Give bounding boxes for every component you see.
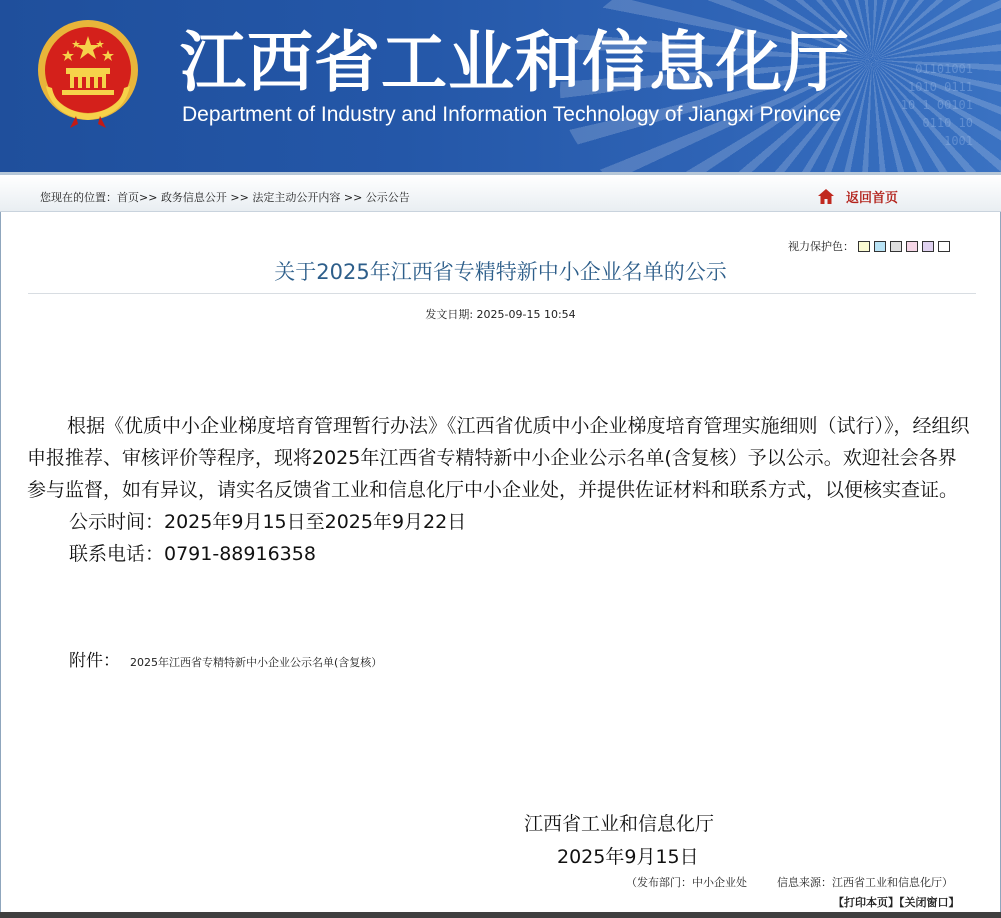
vision-protect-label: 视力保护色： — [788, 240, 854, 253]
breadcrumb-separator: >> — [226, 191, 253, 204]
print-page-link[interactable]: 【打印本页】 — [833, 896, 899, 909]
breadcrumb-home[interactable]: 首页 — [117, 191, 139, 204]
site-title: 江西省工业和信息化厅 — [180, 24, 850, 101]
site-header-banner — [0, 0, 1001, 172]
return-home-link[interactable] — [818, 187, 898, 206]
breadcrumb-bar — [0, 172, 1001, 212]
site-subtitle: Department of Industry and Information Technology of Jiangxi Province — [182, 103, 842, 126]
color-swatch-blue[interactable] — [874, 241, 886, 252]
breadcrumb-statutory[interactable]: 法定主动公开内容 — [252, 191, 341, 204]
bottom-strip — [0, 912, 1001, 918]
article-actions — [833, 894, 960, 910]
article-paragraph: 根据《优质中小企业梯度培育管理暂行办法》《江西省优质中小企业梯度培育管理实施细则（试行）》，经组织申报推荐、审核评价等程序，现将2025年江西省专精特新中小企业公示名单(含复核）予以公示。欢迎社会各界参与监督，如有异议，请实名反馈省工业和信息化厅中小企业处，并提供佐证材料和联系方式，以便核实查证。 — [27, 415, 970, 501]
breadcrumb — [40, 189, 410, 205]
color-swatch-pink[interactable] — [906, 241, 918, 252]
signature-organization: 江西省工业和信息化厅 — [524, 813, 715, 835]
breadcrumb-gov-info[interactable]: 政务信息公开 — [160, 191, 227, 204]
attachment-label: 附件： — [69, 651, 120, 671]
color-swatch-yellow[interactable] — [858, 241, 870, 252]
article-title: 关于2025年江西省专精特新中小企业名单的公示 — [274, 260, 727, 284]
signature-date: 2025年9月15日 — [557, 846, 699, 868]
decorative-digits: 01101001 1010 0111 10 1 00101 0110 10 1001 — [900, 62, 973, 148]
title-divider — [28, 293, 976, 294]
breadcrumb-separator: >> — [139, 191, 161, 204]
national-emblem-icon — [32, 16, 144, 128]
color-swatch-gray[interactable] — [890, 241, 902, 252]
attachment-link[interactable]: 2025年江西省专精特新中小企业公示名单(含复核） — [130, 656, 383, 669]
publish-date: 发文日期: 2025-09-15 10:54 — [425, 308, 576, 321]
article-source-info — [626, 874, 953, 890]
vision-protect-colors — [788, 238, 950, 254]
breadcrumb-prefix: 您现在的位置： — [40, 191, 117, 204]
breadcrumb-announcements[interactable]: 公示公告 — [365, 191, 410, 204]
article-body — [27, 410, 972, 570]
contact-phone: 联系电话：0791-88916358 — [69, 543, 316, 565]
color-swatch-lavender[interactable] — [922, 241, 934, 252]
announcement-period: 公示时间：2025年9月15日至2025年9月22日 — [69, 511, 467, 533]
information-source: 信息来源：江西省工业和信息化厅） — [777, 876, 953, 889]
publish-department: （发布部门：中小企业处 — [626, 876, 747, 889]
return-home-label: 返回首页 — [846, 191, 899, 206]
breadcrumb-separator: >> — [340, 191, 366, 204]
close-window-link[interactable]: 【关闭窗口】 — [899, 896, 960, 909]
color-swatch-white[interactable] — [938, 241, 950, 252]
attachment — [69, 646, 382, 671]
home-icon — [818, 189, 834, 204]
